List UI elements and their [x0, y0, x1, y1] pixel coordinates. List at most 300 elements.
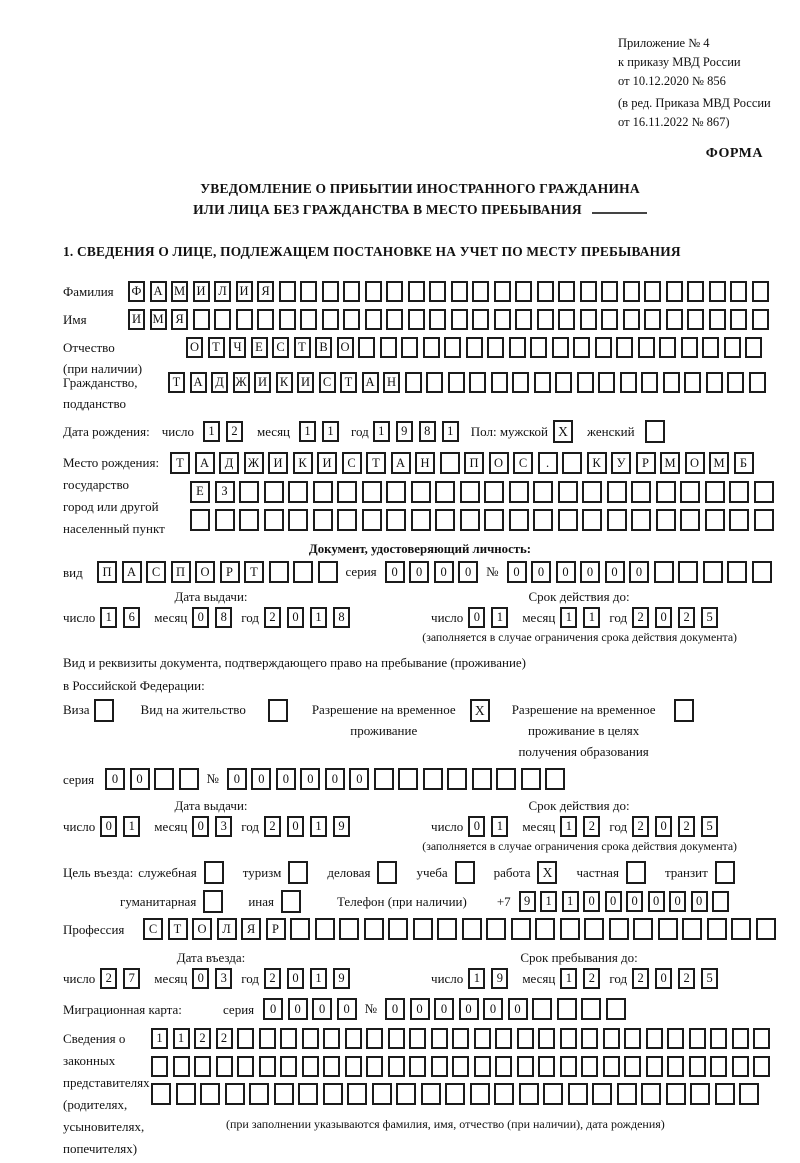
char-cell[interactable]: О	[186, 337, 203, 358]
char-cell[interactable]: М	[171, 281, 188, 302]
char-cell[interactable]: 0	[669, 891, 686, 912]
char-cell[interactable]	[398, 768, 418, 790]
char-cell[interactable]: П	[97, 561, 117, 583]
purpose-tourism-checkbox[interactable]	[288, 861, 308, 884]
char-cell[interactable]	[560, 1028, 577, 1049]
char-cell[interactable]	[173, 1056, 190, 1077]
char-cell[interactable]	[582, 481, 602, 503]
char-cell[interactable]	[753, 1056, 770, 1077]
char-cell[interactable]: С	[146, 561, 166, 583]
char-cell[interactable]: А	[195, 452, 215, 474]
char-cell[interactable]	[560, 1056, 577, 1077]
char-cell[interactable]: 1	[540, 891, 557, 912]
char-cell[interactable]: 0	[410, 998, 430, 1020]
char-cell[interactable]	[337, 481, 357, 503]
char-cell[interactable]	[372, 1083, 392, 1105]
char-cell[interactable]	[494, 1083, 514, 1105]
char-cell[interactable]	[552, 337, 569, 358]
char-cell[interactable]	[405, 372, 422, 393]
char-cell[interactable]: 8	[215, 607, 232, 628]
char-cell[interactable]: Ч	[229, 337, 246, 358]
char-cell[interactable]: 0	[468, 816, 485, 837]
char-cell[interactable]	[362, 509, 382, 531]
char-cell[interactable]	[603, 1028, 620, 1049]
char-cell[interactable]: 0	[648, 891, 665, 912]
char-cell[interactable]: 1	[442, 421, 459, 442]
char-cell[interactable]	[533, 481, 553, 503]
char-cell[interactable]	[729, 481, 749, 503]
char-cell[interactable]	[601, 281, 618, 302]
char-cell[interactable]	[752, 309, 769, 330]
char-cell[interactable]: 2	[264, 968, 281, 989]
char-cell[interactable]	[558, 509, 578, 531]
char-cell[interactable]: Т	[168, 372, 185, 393]
char-cell[interactable]	[509, 509, 529, 531]
char-cell[interactable]: И	[193, 281, 210, 302]
char-cell[interactable]: И	[297, 372, 314, 393]
char-cell[interactable]	[732, 1056, 749, 1077]
char-cell[interactable]	[732, 1028, 749, 1049]
char-cell[interactable]	[624, 1028, 641, 1049]
char-cell[interactable]	[646, 1028, 663, 1049]
purpose-work-checkbox[interactable]: X	[537, 861, 557, 884]
char-cell[interactable]: 0	[263, 998, 283, 1020]
char-cell[interactable]: 1	[491, 816, 508, 837]
char-cell[interactable]	[411, 509, 431, 531]
purpose-study-checkbox[interactable]	[455, 861, 475, 884]
char-cell[interactable]	[681, 337, 698, 358]
char-cell[interactable]	[421, 1083, 441, 1105]
char-cell[interactable]	[257, 309, 274, 330]
char-cell[interactable]: 0	[385, 998, 405, 1020]
char-cell[interactable]	[689, 1056, 706, 1077]
char-cell[interactable]	[707, 918, 727, 940]
char-cell[interactable]	[709, 309, 726, 330]
char-cell[interactable]	[339, 918, 359, 940]
temp-residence-edu-checkbox[interactable]	[674, 699, 694, 722]
char-cell[interactable]	[727, 372, 744, 393]
char-cell[interactable]	[530, 337, 547, 358]
char-cell[interactable]	[264, 509, 284, 531]
char-cell[interactable]: 0	[192, 968, 209, 989]
char-cell[interactable]	[724, 337, 741, 358]
char-cell[interactable]	[581, 1056, 598, 1077]
char-cell[interactable]: 0	[337, 998, 357, 1020]
char-cell[interactable]: 8	[419, 421, 436, 442]
char-cell[interactable]	[533, 509, 553, 531]
residence-permit-checkbox[interactable]	[268, 699, 288, 722]
char-cell[interactable]: Д	[211, 372, 228, 393]
char-cell[interactable]	[193, 309, 210, 330]
char-cell[interactable]: 1	[468, 968, 485, 989]
char-cell[interactable]: 0	[605, 561, 625, 583]
char-cell[interactable]	[705, 481, 725, 503]
char-cell[interactable]: 1	[299, 421, 316, 442]
char-cell[interactable]	[558, 309, 575, 330]
char-cell[interactable]	[558, 481, 578, 503]
char-cell[interactable]	[753, 1028, 770, 1049]
char-cell[interactable]	[680, 509, 700, 531]
char-cell[interactable]	[151, 1083, 171, 1105]
char-cell[interactable]	[562, 452, 582, 474]
char-cell[interactable]	[521, 768, 541, 790]
char-cell[interactable]: 0	[691, 891, 708, 912]
char-cell[interactable]	[364, 918, 384, 940]
char-cell[interactable]: Ж	[244, 452, 264, 474]
char-cell[interactable]	[413, 918, 433, 940]
char-cell[interactable]	[386, 509, 406, 531]
char-cell[interactable]	[638, 337, 655, 358]
char-cell[interactable]: 0	[100, 816, 117, 837]
char-cell[interactable]	[538, 1056, 555, 1077]
char-cell[interactable]	[656, 509, 676, 531]
char-cell[interactable]: 5	[701, 607, 718, 628]
sex-female-checkbox[interactable]	[645, 420, 665, 443]
char-cell[interactable]: .	[538, 452, 558, 474]
char-cell[interactable]	[667, 1028, 684, 1049]
purpose-private-checkbox[interactable]	[626, 861, 646, 884]
char-cell[interactable]	[532, 998, 552, 1020]
char-cell[interactable]	[472, 281, 489, 302]
char-cell[interactable]: 1	[310, 607, 327, 628]
char-cell[interactable]: 0	[459, 998, 479, 1020]
char-cell[interactable]	[609, 918, 629, 940]
char-cell[interactable]	[237, 1028, 254, 1049]
char-cell[interactable]	[396, 1083, 416, 1105]
char-cell[interactable]: С	[272, 337, 289, 358]
char-cell[interactable]: 2	[216, 1028, 233, 1049]
char-cell[interactable]	[666, 309, 683, 330]
char-cell[interactable]	[667, 1056, 684, 1077]
char-cell[interactable]: 1	[373, 421, 390, 442]
char-cell[interactable]	[280, 1028, 297, 1049]
char-cell[interactable]: 3	[215, 816, 232, 837]
char-cell[interactable]	[494, 309, 511, 330]
char-cell[interactable]	[623, 309, 640, 330]
char-cell[interactable]	[194, 1056, 211, 1077]
char-cell[interactable]	[730, 309, 747, 330]
char-cell[interactable]: И	[317, 452, 337, 474]
char-cell[interactable]	[580, 281, 597, 302]
char-cell[interactable]	[290, 918, 310, 940]
char-cell[interactable]: И	[268, 452, 288, 474]
char-cell[interactable]	[603, 1056, 620, 1077]
char-cell[interactable]	[460, 481, 480, 503]
char-cell[interactable]: О	[337, 337, 354, 358]
char-cell[interactable]	[362, 481, 382, 503]
char-cell[interactable]	[269, 561, 289, 583]
char-cell[interactable]	[491, 372, 508, 393]
char-cell[interactable]	[678, 561, 698, 583]
char-cell[interactable]: С	[319, 372, 336, 393]
char-cell[interactable]: Н	[383, 372, 400, 393]
char-cell[interactable]: И	[254, 372, 271, 393]
char-cell[interactable]: 0	[227, 768, 247, 790]
char-cell[interactable]	[435, 509, 455, 531]
char-cell[interactable]	[318, 561, 338, 583]
char-cell[interactable]: 0	[192, 607, 209, 628]
char-cell[interactable]: Б	[734, 452, 754, 474]
char-cell[interactable]	[601, 309, 618, 330]
char-cell[interactable]	[511, 918, 531, 940]
char-cell[interactable]	[460, 509, 480, 531]
char-cell[interactable]: Р	[220, 561, 240, 583]
char-cell[interactable]	[386, 481, 406, 503]
char-cell[interactable]	[469, 372, 486, 393]
char-cell[interactable]	[249, 1083, 269, 1105]
char-cell[interactable]	[259, 1056, 276, 1077]
char-cell[interactable]	[343, 309, 360, 330]
char-cell[interactable]: 1	[491, 607, 508, 628]
char-cell[interactable]: Д	[219, 452, 239, 474]
char-cell[interactable]	[658, 918, 678, 940]
char-cell[interactable]	[388, 1028, 405, 1049]
char-cell[interactable]	[509, 481, 529, 503]
char-cell[interactable]	[487, 337, 504, 358]
char-cell[interactable]: 0	[507, 561, 527, 583]
char-cell[interactable]: 0	[483, 998, 503, 1020]
char-cell[interactable]	[451, 281, 468, 302]
char-cell[interactable]	[749, 372, 766, 393]
char-cell[interactable]	[595, 337, 612, 358]
char-cell[interactable]	[641, 1083, 661, 1105]
char-cell[interactable]	[706, 372, 723, 393]
char-cell[interactable]	[302, 1056, 319, 1077]
char-cell[interactable]: О	[192, 918, 212, 940]
char-cell[interactable]	[429, 281, 446, 302]
char-cell[interactable]	[388, 918, 408, 940]
char-cell[interactable]	[545, 768, 565, 790]
char-cell[interactable]	[280, 1056, 297, 1077]
char-cell[interactable]	[323, 1028, 340, 1049]
char-cell[interactable]	[279, 309, 296, 330]
char-cell[interactable]	[555, 372, 572, 393]
char-cell[interactable]	[239, 509, 259, 531]
char-cell[interactable]	[598, 372, 615, 393]
char-cell[interactable]	[448, 372, 465, 393]
purpose-transit-checkbox[interactable]	[715, 861, 735, 884]
char-cell[interactable]: 7	[123, 968, 140, 989]
char-cell[interactable]: И	[128, 309, 145, 330]
char-cell[interactable]	[580, 309, 597, 330]
char-cell[interactable]: П	[171, 561, 191, 583]
char-cell[interactable]: Л	[214, 281, 231, 302]
char-cell[interactable]: К	[276, 372, 293, 393]
purpose-commercial-checkbox[interactable]	[377, 861, 397, 884]
char-cell[interactable]: У	[611, 452, 631, 474]
char-cell[interactable]: С	[342, 452, 362, 474]
char-cell[interactable]: В	[315, 337, 332, 358]
char-cell[interactable]: 9	[519, 891, 536, 912]
char-cell[interactable]	[264, 481, 284, 503]
char-cell[interactable]	[315, 918, 335, 940]
char-cell[interactable]	[486, 918, 506, 940]
char-cell[interactable]: 0	[287, 816, 304, 837]
char-cell[interactable]	[690, 1083, 710, 1105]
char-cell[interactable]	[656, 481, 676, 503]
char-cell[interactable]	[300, 281, 317, 302]
char-cell[interactable]	[654, 561, 674, 583]
char-cell[interactable]	[729, 509, 749, 531]
char-cell[interactable]	[200, 1083, 220, 1105]
char-cell[interactable]	[592, 1083, 612, 1105]
char-cell[interactable]: Ж	[233, 372, 250, 393]
char-cell[interactable]	[710, 1028, 727, 1049]
char-cell[interactable]	[474, 1056, 491, 1077]
char-cell[interactable]: 0	[556, 561, 576, 583]
char-cell[interactable]: М	[709, 452, 729, 474]
char-cell[interactable]: 2	[264, 607, 281, 628]
char-cell[interactable]: 1	[173, 1028, 190, 1049]
char-cell[interactable]: 0	[626, 891, 643, 912]
char-cell[interactable]: 5	[701, 816, 718, 837]
char-cell[interactable]: 0	[287, 968, 304, 989]
char-cell[interactable]	[754, 481, 774, 503]
char-cell[interactable]	[754, 509, 774, 531]
char-cell[interactable]: 0	[312, 998, 332, 1020]
char-cell[interactable]: 0	[655, 968, 672, 989]
char-cell[interactable]	[730, 281, 747, 302]
char-cell[interactable]	[495, 1056, 512, 1077]
char-cell[interactable]: 1	[203, 421, 220, 442]
char-cell[interactable]: 9	[333, 816, 350, 837]
char-cell[interactable]	[288, 509, 308, 531]
char-cell[interactable]: И	[236, 281, 253, 302]
char-cell[interactable]: 0	[605, 891, 622, 912]
char-cell[interactable]	[633, 918, 653, 940]
char-cell[interactable]: 1	[322, 421, 339, 442]
char-cell[interactable]: 2	[264, 816, 281, 837]
char-cell[interactable]	[745, 337, 762, 358]
purpose-other-checkbox[interactable]	[281, 890, 301, 913]
char-cell[interactable]	[431, 1028, 448, 1049]
char-cell[interactable]	[666, 1083, 686, 1105]
char-cell[interactable]	[447, 768, 467, 790]
char-cell[interactable]	[519, 1083, 539, 1105]
char-cell[interactable]	[495, 1028, 512, 1049]
char-cell[interactable]: Я	[171, 309, 188, 330]
char-cell[interactable]	[293, 561, 313, 583]
char-cell[interactable]	[689, 1028, 706, 1049]
char-cell[interactable]	[631, 509, 651, 531]
char-cell[interactable]	[666, 281, 683, 302]
char-cell[interactable]	[214, 309, 231, 330]
char-cell[interactable]	[437, 918, 457, 940]
char-cell[interactable]	[687, 309, 704, 330]
char-cell[interactable]	[179, 768, 199, 790]
char-cell[interactable]: 0	[655, 607, 672, 628]
char-cell[interactable]	[606, 998, 626, 1020]
char-cell[interactable]: Р	[266, 918, 286, 940]
char-cell[interactable]	[323, 1056, 340, 1077]
char-cell[interactable]: 2	[100, 968, 117, 989]
char-cell[interactable]: 0	[300, 768, 320, 790]
char-cell[interactable]	[288, 481, 308, 503]
char-cell[interactable]	[451, 309, 468, 330]
char-cell[interactable]	[537, 309, 554, 330]
char-cell[interactable]	[300, 309, 317, 330]
char-cell[interactable]: Р	[636, 452, 656, 474]
char-cell[interactable]	[472, 309, 489, 330]
char-cell[interactable]	[534, 372, 551, 393]
char-cell[interactable]	[644, 309, 661, 330]
char-cell[interactable]	[581, 998, 601, 1020]
char-cell[interactable]	[151, 1056, 168, 1077]
char-cell[interactable]: М	[150, 309, 167, 330]
char-cell[interactable]	[663, 372, 680, 393]
char-cell[interactable]: Т	[366, 452, 386, 474]
char-cell[interactable]	[429, 309, 446, 330]
char-cell[interactable]	[452, 1056, 469, 1077]
char-cell[interactable]	[274, 1083, 294, 1105]
char-cell[interactable]	[509, 337, 526, 358]
char-cell[interactable]: 9	[396, 421, 413, 442]
char-cell[interactable]: 9	[491, 968, 508, 989]
char-cell[interactable]	[215, 509, 235, 531]
char-cell[interactable]	[709, 281, 726, 302]
char-cell[interactable]	[358, 337, 375, 358]
char-cell[interactable]	[426, 372, 443, 393]
char-cell[interactable]	[684, 372, 701, 393]
char-cell[interactable]: Т	[168, 918, 188, 940]
char-cell[interactable]	[731, 918, 751, 940]
char-cell[interactable]: 2	[194, 1028, 211, 1049]
char-cell[interactable]: 0	[434, 561, 454, 583]
char-cell[interactable]	[444, 337, 461, 358]
char-cell[interactable]	[535, 918, 555, 940]
char-cell[interactable]: 2	[678, 968, 695, 989]
char-cell[interactable]	[435, 481, 455, 503]
char-cell[interactable]	[298, 1083, 318, 1105]
char-cell[interactable]	[388, 1056, 405, 1077]
char-cell[interactable]	[259, 1028, 276, 1049]
char-cell[interactable]: 2	[632, 607, 649, 628]
char-cell[interactable]	[756, 918, 776, 940]
temp-residence-checkbox[interactable]: X	[470, 699, 490, 722]
char-cell[interactable]	[512, 372, 529, 393]
char-cell[interactable]: 0	[325, 768, 345, 790]
char-cell[interactable]: 0	[468, 607, 485, 628]
char-cell[interactable]	[279, 281, 296, 302]
char-cell[interactable]: 0	[580, 561, 600, 583]
char-cell[interactable]	[607, 509, 627, 531]
char-cell[interactable]	[365, 281, 382, 302]
char-cell[interactable]	[680, 481, 700, 503]
char-cell[interactable]: 0	[251, 768, 271, 790]
char-cell[interactable]	[558, 281, 575, 302]
char-cell[interactable]: 0	[105, 768, 125, 790]
char-cell[interactable]	[739, 1083, 759, 1105]
char-cell[interactable]	[560, 918, 580, 940]
char-cell[interactable]	[366, 1028, 383, 1049]
char-cell[interactable]	[423, 768, 443, 790]
char-cell[interactable]: 1	[560, 816, 577, 837]
char-cell[interactable]: Ф	[128, 281, 145, 302]
char-cell[interactable]: Я	[257, 281, 274, 302]
char-cell[interactable]	[431, 1056, 448, 1077]
char-cell[interactable]: 2	[226, 421, 243, 442]
char-cell[interactable]	[239, 481, 259, 503]
char-cell[interactable]: А	[362, 372, 379, 393]
char-cell[interactable]: 0	[349, 768, 369, 790]
char-cell[interactable]: О	[685, 452, 705, 474]
char-cell[interactable]	[620, 372, 637, 393]
char-cell[interactable]: 0	[655, 816, 672, 837]
char-cell[interactable]: 2	[678, 816, 695, 837]
purpose-humanitarian-checkbox[interactable]	[203, 890, 223, 913]
char-cell[interactable]: 0	[409, 561, 429, 583]
char-cell[interactable]: 2	[583, 968, 600, 989]
